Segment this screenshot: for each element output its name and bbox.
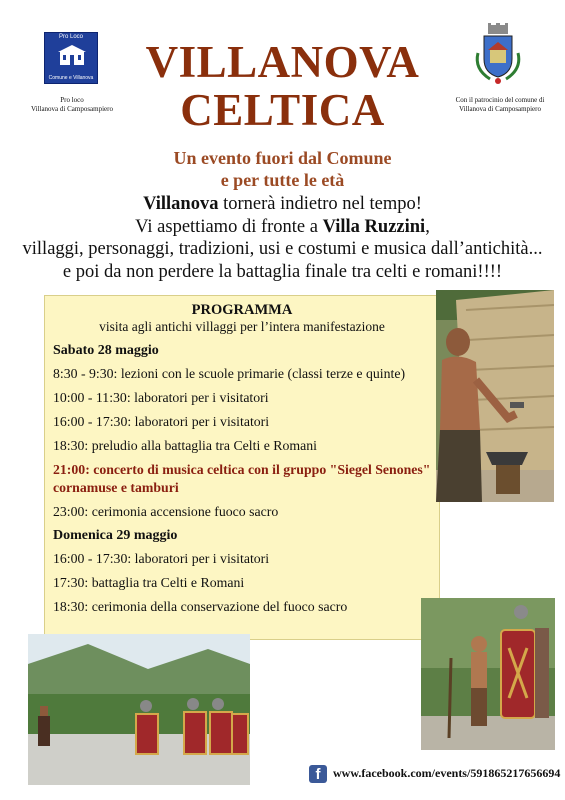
pro-loco-caption-line1: Pro loco: [60, 96, 84, 104]
pro-loco-logo-top-text: Pro Loco: [58, 34, 83, 40]
schedule-item: 8:30 - 9:30: lezioni con le scuole primarie (classi terze e quinte): [53, 366, 406, 381]
intro-line1-rest: tornerà indietro nel tempo!: [218, 194, 422, 214]
pro-loco-logo: [44, 32, 98, 84]
patronage-caption: [440, 96, 560, 114]
pro-loco-caption: [20, 96, 124, 114]
intro-text: [10, 193, 555, 283]
program-box: [44, 295, 440, 640]
schedule-item: 18:30: preludio alla battaglia tra Celti e Romani: [53, 438, 317, 453]
program-subtitle: visita agli antichi villaggi per l’intera manifestazione: [99, 319, 385, 334]
intro-line1-bold: Villanova: [143, 194, 219, 214]
event-title-line2: CELTICA: [180, 85, 385, 135]
facebook-event-link[interactable]: www.facebook.com/events/591865217656694: [333, 766, 561, 780]
patronage-caption-line1: Con il patrocinio del comune di: [455, 96, 545, 104]
schedule-item: 23:00: cerimonia accensione fuoco sacro: [53, 504, 279, 519]
program-day-sunday: Domenica 29 maggio: [53, 528, 178, 543]
schedule-item-concert: 21:00: concerto di musica celtica con il gruppo "Siegel Senones" cornamuse e tamburi: [53, 462, 431, 495]
schedule-item: 18:30: cerimonia della conservazione del fuoco sacro: [53, 599, 348, 614]
intro-line3: villaggi, personaggi, tradizioni, usi e costumi e musica dall’antichità...: [22, 239, 543, 259]
schedule-item: 17:30: battaglia tra Celti e Romani: [53, 575, 245, 590]
villa-icon: [57, 44, 87, 66]
schedule-item: 16:00 - 17:30: laboratori per i visitatori: [53, 551, 270, 566]
program-title: PROGRAMMA: [191, 302, 293, 318]
intro-line1: [10, 193, 555, 216]
event-subtitle-line1: Un evento fuori dal Comune: [173, 148, 392, 168]
intro-line4: e poi da non perdere la battaglia finale tra celti e romani!!!!: [62, 261, 503, 282]
schedule-item: 16:00 - 17:30: laboratori per i visitatori: [53, 414, 270, 429]
patronage-caption-line2: Villanova di Camposampiero: [458, 105, 541, 113]
pro-loco-logo-bottom-text: Comune e Villanova: [48, 75, 94, 81]
blacksmith-photo: [436, 290, 554, 502]
event-subtitle: [120, 147, 445, 191]
schedule-item: 10:00 - 11:30: laboratori per i visitatori: [53, 390, 269, 405]
intro-line2-start: Vi aspettiamo di fronte a: [135, 216, 323, 237]
intro-line2-end: ,: [425, 216, 430, 237]
intro-line2-bold: Villa Ruzzini: [322, 216, 426, 237]
romans-river-photo: [28, 634, 250, 785]
intro-line2: [10, 216, 555, 239]
event-subtitle-line2: e per tutte le età: [220, 170, 345, 190]
event-title: [130, 38, 435, 134]
facebook-icon[interactable]: f: [309, 765, 327, 783]
pro-loco-caption-line2: Villanova di Camposampiero: [30, 105, 113, 113]
municipal-crest-icon: [470, 23, 526, 87]
celt-roman-photo: [421, 598, 555, 750]
event-title-line1: VILLANOVA: [145, 37, 420, 87]
program-day-saturday: Sabato 28 maggio: [53, 343, 159, 358]
